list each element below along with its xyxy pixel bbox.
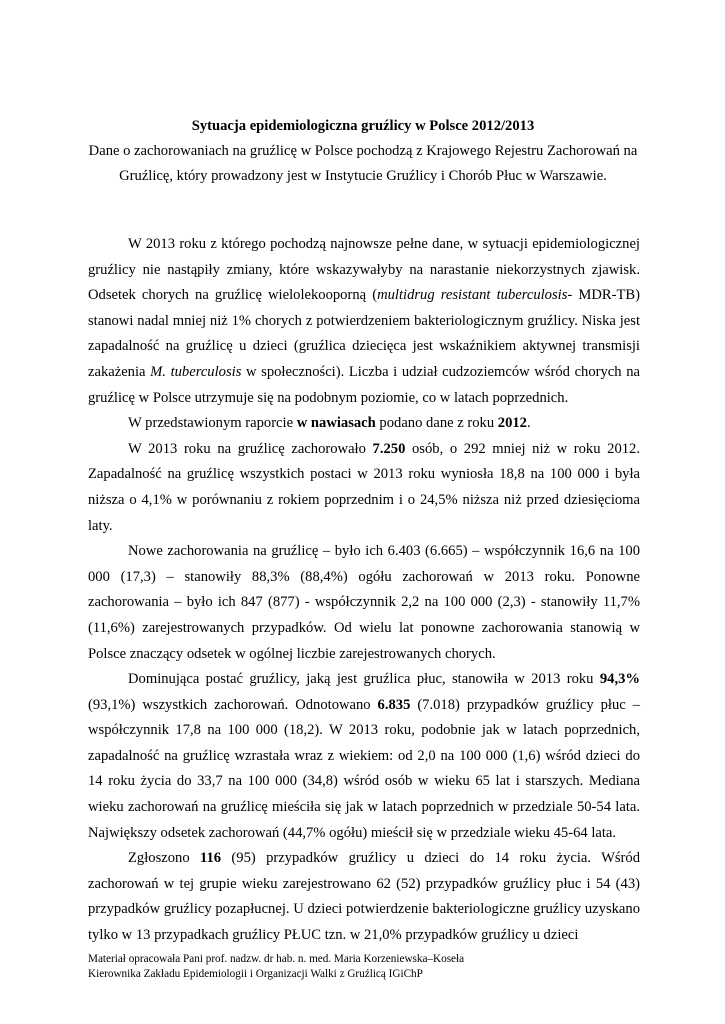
text-run: W przedstawionym raporcie — [128, 415, 297, 432]
text-run: W 2013 roku na gruźlicę zachorowało — [128, 440, 373, 457]
subtitle-line-1: Dane o zachorowaniach na gruźlicę w Polsce pochodzą z Krajowego Rejestru Zachorowań na — [88, 143, 638, 159]
paragraph-3 — [88, 437, 640, 539]
text-run: . — [526, 415, 531, 432]
bold-run: 116 — [199, 850, 222, 867]
paragraph-4: Nowe zachorowania na gruźlicę – było ich 6.403 (6.665) – współczynnik 16,6 na 100 000 (17,3) – stanowiły 88,3% (88,4%) ogółu zachorowań w 2013 roku. Ponowne zachorowania – było ich 847 (877) - współczynnik 2,2 na 100 000 (2,3) - stanowiły 11,7% (11,6%) zarejestrowanych przypadków. Od wielu lat ponowne zachorowania stanowią w Polsce znaczący odsetek w ogólnej liczbie zarejestrowanych chorych. — [88, 543, 640, 662]
text-run: w społeczności). Liczba i udział cudzoziemców wśród chorych na gruźlicę w Polsce utrzymuje się na podobnym poziomie, co w latach poprzednich. — [88, 363, 640, 406]
footer-affiliation-line: Kierownika Zakładu Epidemiologii i Organizacji Walki z Gruźlicą IGiChP — [88, 967, 423, 980]
text-run: (7.018) przypadków gruźlicy płuc – współczynnik 17,8 na 100 000 (18,2). W 2013 roku, podobnie jak w latach poprzednich, zapadalność na gruźlicę wzrastała wraz z wiekiem: od 2,0 na 100 000 (1,6) wśród dzieci do 14 roku życia do 33,7 na 100 000 (34,8) wśród osób w wieku 65 lat i starszych. Mediana wieku zachorowań na gruźlicę mieściła się jak w latach poprzednich w przedziale 50-54 lata. Największy odsetek zachorowań (44,7% ogółu) mieścił się w przedziale wieku 45-64 lata. — [88, 696, 640, 841]
text-run: Dominująca postać gruźlicy, jaką jest gruźlica płuc, stanowiła w 2013 roku — [128, 671, 600, 688]
text-run: (95) przypadków gruźlicy u dzieci do 14 roku życia. Wśród zachorowań w tej grupie wieku zarejestrowano 62 (52) przypadków gruźlicy płuc i 54 (43) przypadków gruźlicy pozapłucnej. U dzieci potwierdzenie bakteriologiczne gruźlicy uzyskano tylko w 13 przypadkach gruźlicy PŁUC tzn. w 21,0% przypadków gruźlicy u dzieci — [88, 850, 640, 944]
text-run: (93,1%) wszystkich zachorowań. Odnotowano — [88, 696, 378, 713]
bold-run: 7.250 — [372, 440, 406, 457]
document-title: Sytuacja epidemiologiczna gruźlicy w Polsce 2012/2013 — [191, 118, 535, 134]
italic-term: M. tuberculosis — [150, 363, 242, 380]
text-run: - MDR-TB) stanowi nadal mniej niż 1% chorych z potwierdzeniem bakteriologicznym gruźlicy. Niska jest zapadalność na gruźlicę u dzieci (gruźlica dziecięca jest wskaźnikiem aktywnej transmisji zakażenia — [88, 287, 640, 380]
bold-run: w nawiasach — [296, 415, 376, 432]
italic-term: multidrug resistant tuberculosis — [377, 287, 568, 304]
paragraph-1 — [88, 232, 640, 411]
subtitle-line-2: Gruźlicę, który prowadzony jest w Instytucie Gruźlicy i Chorób Płuc w Warszawie. — [119, 168, 607, 184]
paragraph-6 — [88, 846, 640, 948]
text-run: podano dane z roku — [375, 415, 498, 432]
paragraph-2 — [88, 411, 640, 437]
bold-run: 2012 — [497, 415, 527, 432]
text-run: osób, o 292 mniej niż w roku 2012. Zapadalność na gruźlicę wszystkich postaci w 2013 roku wyniosła 18,8 na 100 000 i była niższa o 4,1% w porównaniu z rokiem poprzednim i o 24,5% niższa niż przed dziesięcioma laty. — [88, 440, 640, 534]
header — [88, 114, 638, 189]
text-run: W 2013 roku z którego pochodzą najnowsze pełne dane, w sytuacji epidemiologicznej gruźlicy nie nastąpiły zmiany, które wskazywałyby na narastanie niekorzystnych zjawisk. Odsetek chorych na gruźlicę wielolekooporną ( — [88, 236, 640, 304]
bold-run: 6.835 — [377, 696, 411, 713]
document-body — [88, 232, 640, 949]
paragraph-5 — [88, 667, 640, 846]
bold-run: 94,3% — [599, 671, 640, 688]
footer — [88, 952, 648, 981]
footer-author-line: Materiał opracowała Pani prof. nadzw. dr hab. n. med. Maria Korzeniewska–Koseła — [88, 953, 465, 965]
text-run: Zgłoszono — [128, 850, 200, 867]
